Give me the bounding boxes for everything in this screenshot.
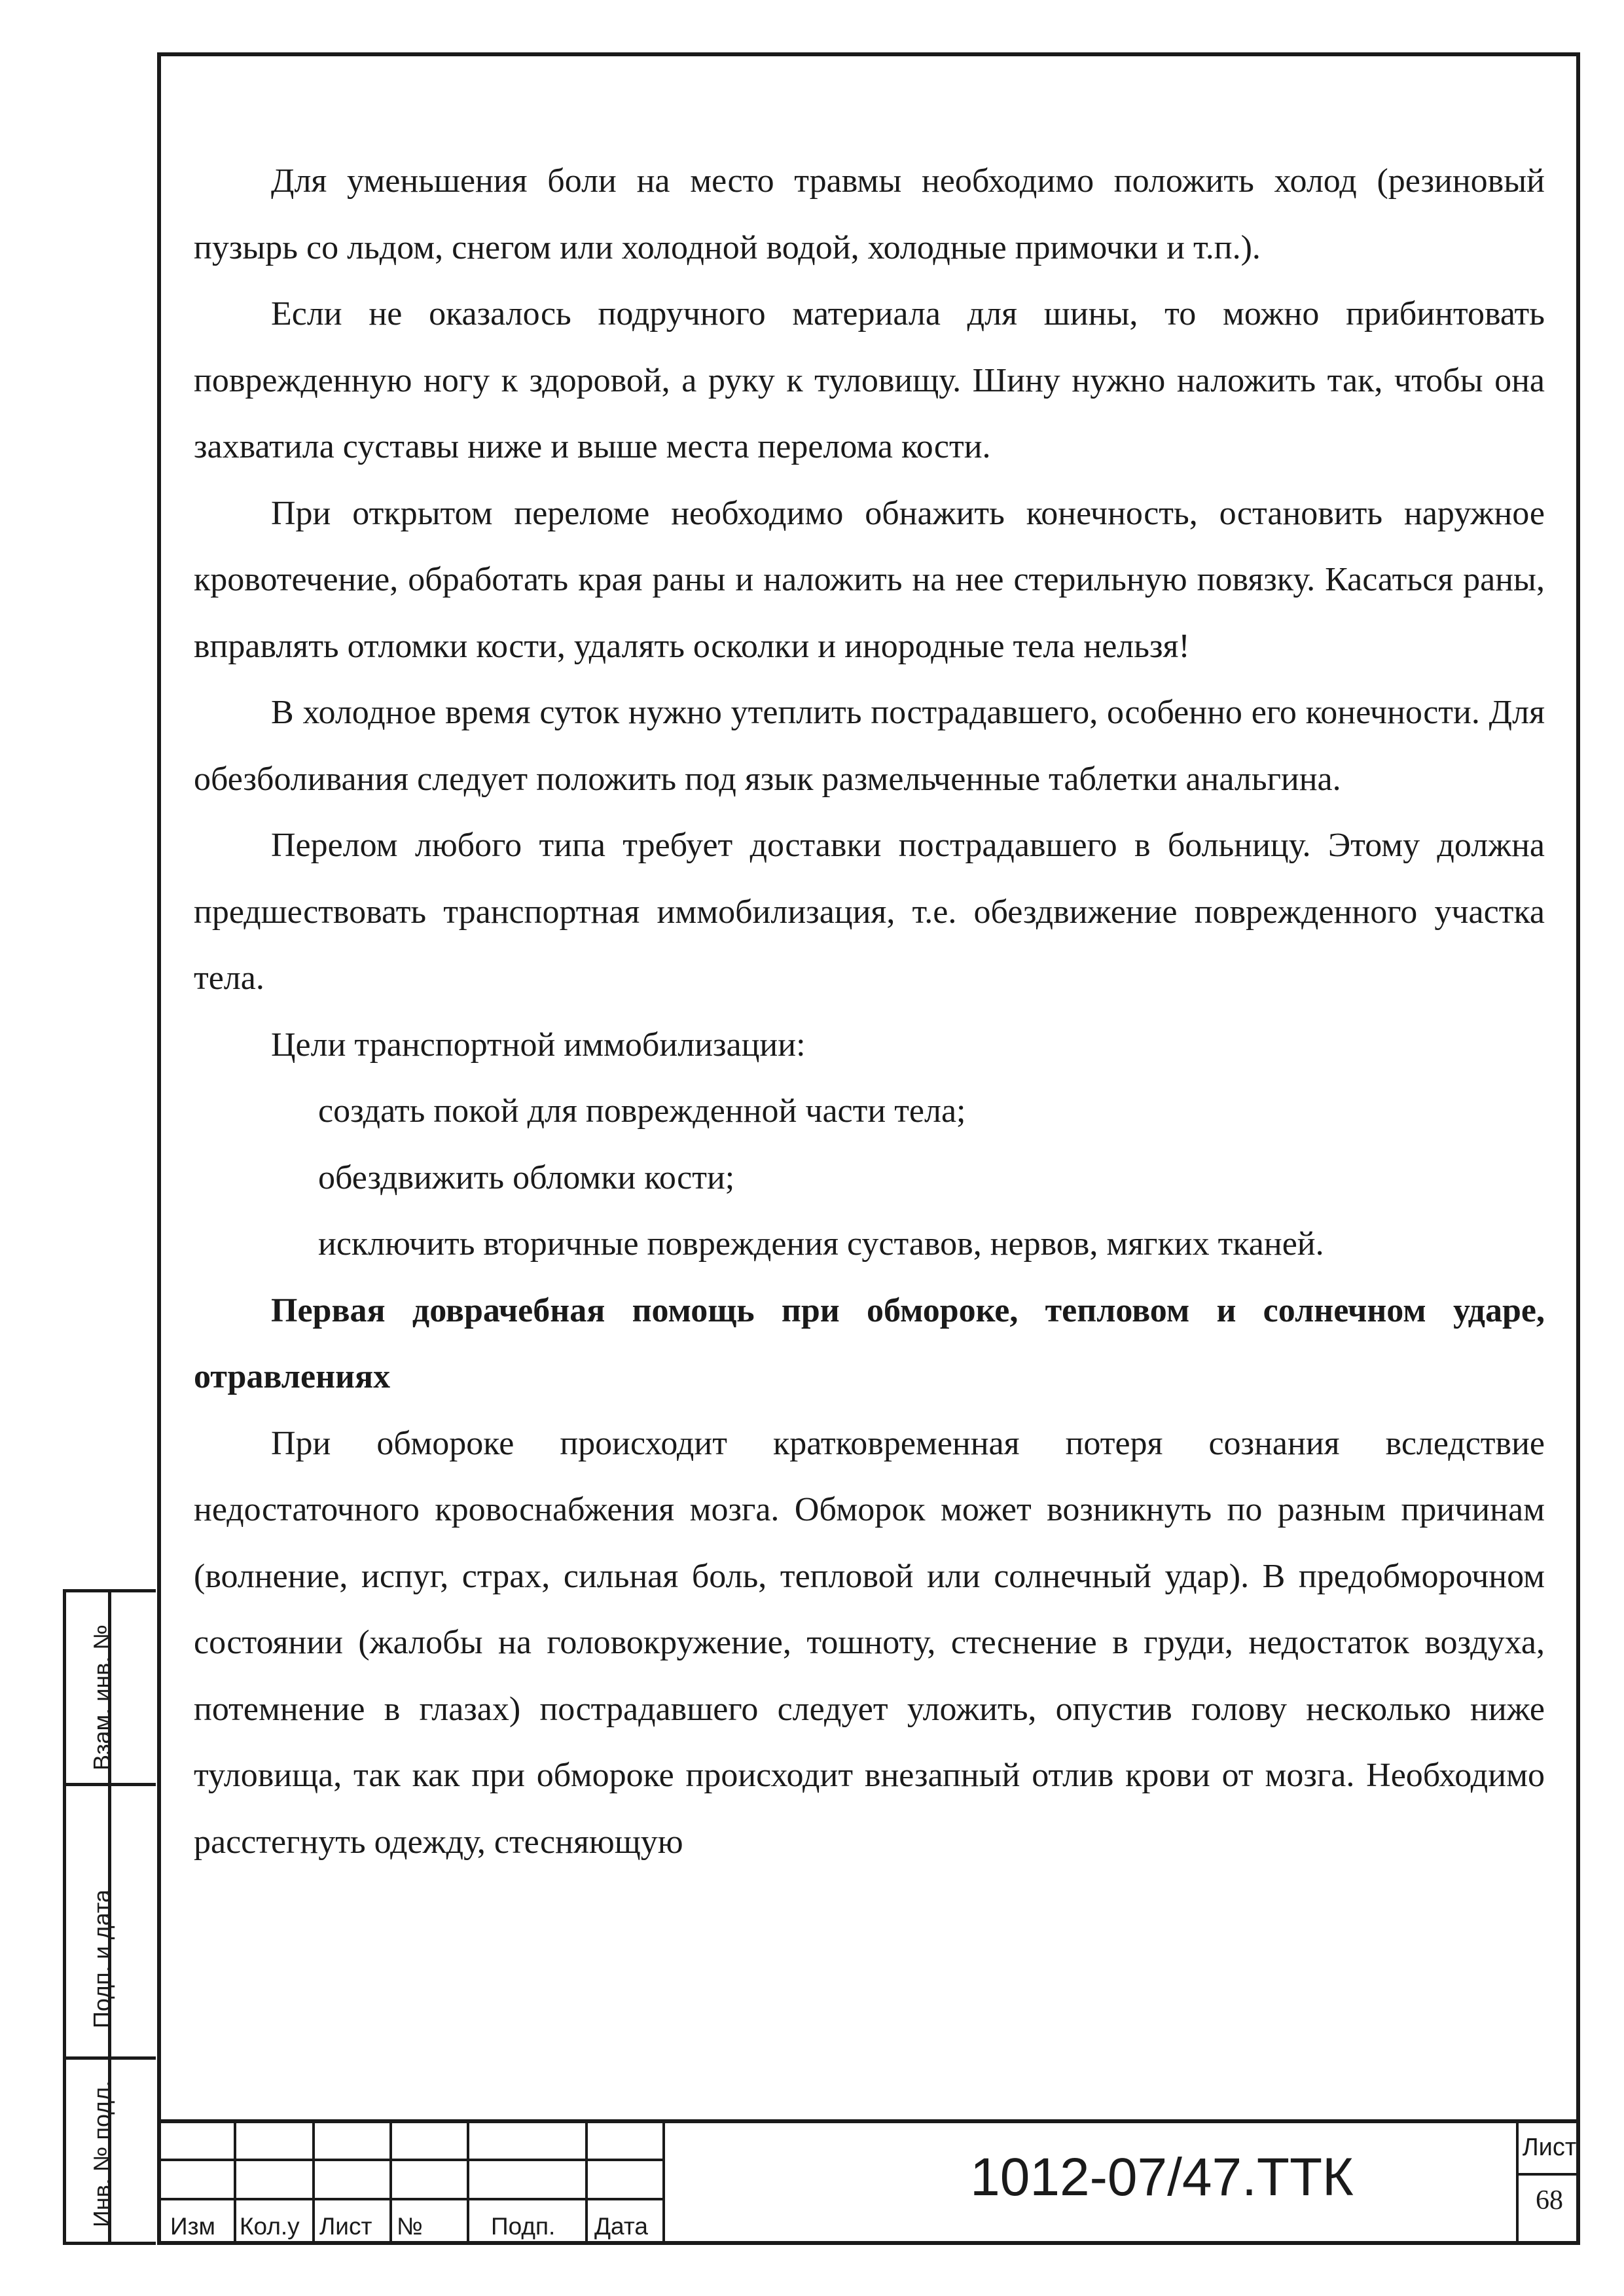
- list-item-2: обездвижить обломки кости;: [318, 1158, 735, 1196]
- stamp-col-num: №: [397, 2213, 423, 2240]
- stamp-col-izm: Изм: [170, 2213, 215, 2240]
- stamp-col-podp: Подп.: [491, 2213, 556, 2240]
- stamp-col-line-3: [389, 2119, 392, 2245]
- paragraph-1: Для уменьшения боли на место травмы необходимо положить холод (резиновый пузырь со льдом, снегом или холодной водой, холодные примочки и т.п.).: [194, 162, 1545, 266]
- document-code: 1012-07/47.ТТК: [970, 2147, 1354, 2207]
- side-label-vzam: Взам. инв. №: [88, 1624, 115, 1770]
- paragraph-2: Если не оказалось подручного материала для шины, то можно прибинтовать поврежденную ногу к здоровой, а руку к туловищу. Шину нужно наложить так, чтобы она захватила суставы ниже и выше места перелома кости.: [194, 295, 1545, 465]
- side-strip: [63, 1589, 156, 2245]
- stamp-col-kol: Кол.у: [240, 2213, 300, 2240]
- side-cell-podp: [66, 1786, 156, 2060]
- sheet-number: 68: [1536, 2185, 1563, 2215]
- list-item-1: создать покой для поврежденной части тела;: [318, 1092, 966, 1130]
- paragraph-3: При открытом переломе необходимо обнажить конечность, остановить наружное кровотечение, обработать края раны и наложить на нее стерильную повязку. Касаться раны, вправлять отломки кости, удалять осколки и инородные тела нельзя!: [194, 494, 1545, 665]
- sheet-label: Лист: [1522, 2134, 1577, 2161]
- stamp-col-line-6: [662, 2119, 665, 2245]
- stamp-col-line-1: [234, 2119, 236, 2245]
- stamp-col-list: Лист: [319, 2213, 372, 2240]
- side-label-inv: Инв. № подл.: [88, 2080, 115, 2227]
- paragraph-4: В холодное время суток нужно утеплить пострадавшего, особенно его конечности. Для обезболивания следует положить под язык размельченные таблетки анальгина.: [194, 694, 1545, 798]
- paragraph-6: При обмороке происходит кратковременная потеря сознания вследствие недостаточного кровоснабжения мозга. Обморок может возникнуть по разным причинам (волнение, испуг, страх, сильная боль, тепловой или солнечный удар). В предобморочном состоянии (жалобы на головокружение, тошноту, стеснение в груди, недостаток воздуха, потемнение в глазах) пострадавшего следует уложить, опустив голову несколько ниже туловища, так как при обмороке происходит внезапный отлив крови от мозга. Необходимо расстегнуть одежду, стесняющую: [194, 1424, 1545, 1861]
- stamp-top-line: [157, 2119, 1580, 2123]
- side-cell-vzam: [66, 1592, 156, 1786]
- document-body: [194, 148, 1545, 1875]
- stamp-col-data: Дата: [594, 2213, 648, 2240]
- list-item-3: исключить вторичные повреждения суставов, нервов, мягких тканей.: [318, 1225, 1324, 1263]
- list-intro: Цели транспортной иммобилизации:: [271, 1026, 806, 1064]
- paragraph-5: Перелом любого типа требует доставки пострадавшего в больницу. Этому должна предшествовать транспортная иммобилизация, т.е. обездвижение поврежденного участка тела.: [194, 827, 1545, 997]
- section-heading: Первая доврачебная помощь при обмороке, тепловом и солнечном ударе, отравлениях: [194, 1291, 1545, 1395]
- stamp-col-line-5: [585, 2119, 588, 2245]
- title-block: [157, 2119, 1580, 2245]
- stamp-col-line-2: [312, 2119, 315, 2245]
- side-label-podp: Подп. и дата: [88, 1889, 115, 2028]
- side-cell-inv: [66, 2060, 156, 2242]
- stamp-col-line-4: [467, 2119, 469, 2245]
- stamp-sheet-divider: [1519, 2173, 1580, 2176]
